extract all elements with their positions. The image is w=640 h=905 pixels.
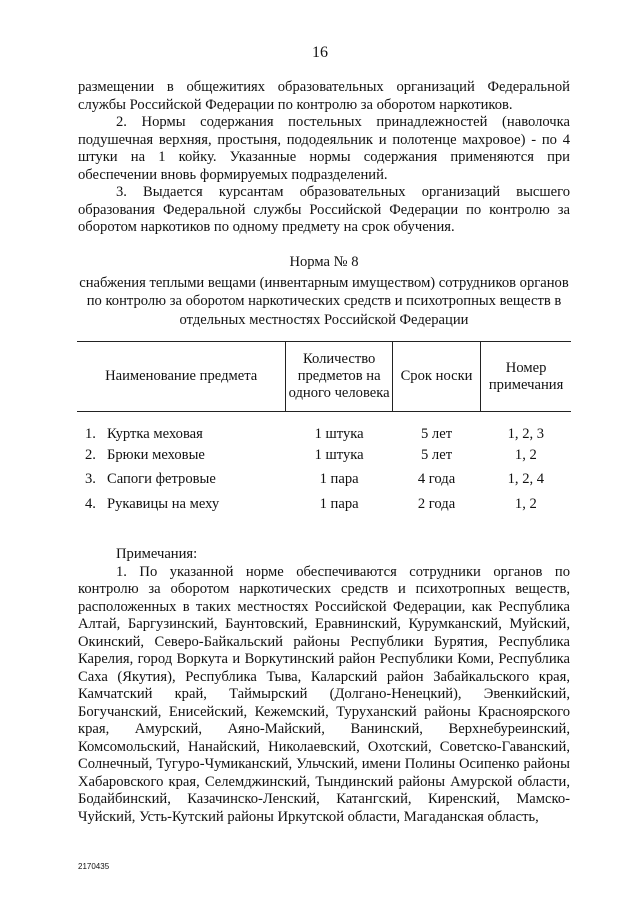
table-row xyxy=(77,468,571,493)
notes-paragraph-1: 1. По указанной норме обеспечиваются сотрудники органов по контролю за оборотом наркотических средств и психотропных веществ, расположенных в таких местностях Российской Федерации, как Республика Алтай, Баргузинский, Баунтовский, Еравнинский, Курумканский, Муйский, Окинский, Северо-Байкальский районы Республики Бурятия, Республика Карелия, город Воркута и Воркутинский район Республики Коми, Республика Саха (Якутия), Республика Тыва, Каларский район Забайкальского края, Камчатский край, Таймырский (Долгано-Ненецкий), Эвенкийский, Богучанский, Енисейский, Кежемский, Туруханский районы Красноярского края, Амурский, Аяно-Майский, Ванинский, Верхнебуреинский, Комсомольский, Нанайский, Николаевский, Охотский, Советско-Гаванский, Солнечный, Тугуро-Чумиканский, Ульчский, имени Полины Осипенко районы Хабаровского края, Селемджинский, Тындинский районы Амурской области, Бодайбинский, Казачинско-Ленский, Катангский, Киренский, Мамско-Чуйский, Усть-Кутский районы Иркутской области, Магаданская область, xyxy=(78,563,570,825)
row-note: 1, 2, 3 xyxy=(507,426,545,442)
row-term: 5 лет xyxy=(420,446,453,463)
table-row xyxy=(77,443,571,468)
row-quantity: 1 штука xyxy=(314,426,364,442)
row-number: 3. xyxy=(85,471,96,488)
norm-heading xyxy=(78,253,570,329)
document-code: 2170435 xyxy=(78,862,110,871)
table-row xyxy=(77,412,571,444)
row-number: 1. xyxy=(85,426,96,442)
header-item-name: Наименование предмета xyxy=(77,342,286,412)
intro-paragraph-3: 3. Выдается курсантам образовательных организаций высшего образования Федеральной службы Российской Федерации по контролю за оборотом наркотиков по одному предмету на срок обучения. xyxy=(78,184,570,235)
norm-table xyxy=(77,341,571,517)
intro-paragraph-continuation: размещении в общежитиях образовательных организаций Федеральной службы Российской Федерации по контролю за оборотом наркотиков. xyxy=(78,79,570,113)
row-term: 2 года xyxy=(417,495,456,512)
row-item-name: Рукавицы на меху xyxy=(107,495,220,512)
header-quantity: Количество предметов на одного человека xyxy=(286,342,393,412)
row-item-cell xyxy=(77,443,286,468)
row-item-name: Сапоги фетровые xyxy=(107,471,216,488)
row-number: 2. xyxy=(85,446,96,463)
notes-section xyxy=(78,546,570,826)
row-item-cell xyxy=(77,492,286,517)
row-quantity: 1 штука xyxy=(314,446,364,463)
row-item-name: Брюки меховые xyxy=(107,446,205,463)
table-row xyxy=(77,492,571,517)
row-note: 1, 2 xyxy=(514,446,537,463)
header-note-number: Номер примечания xyxy=(481,342,571,412)
norm-title: Норма № 8 xyxy=(289,254,359,270)
row-item-cell xyxy=(77,412,286,444)
row-item-name: Куртка меховая xyxy=(107,426,203,442)
page-number: 16 xyxy=(312,44,328,61)
notes-title: Примечания: xyxy=(116,546,198,562)
table-header-row xyxy=(77,342,571,412)
row-quantity: 1 пара xyxy=(319,471,359,488)
row-number: 4. xyxy=(85,495,96,512)
intro-text xyxy=(78,79,570,237)
intro-paragraph-2: 2. Нормы содержания постельных принадлежностей (наволочка подушечная верхняя, простыня, пододеяльник и полотенце махровое) - по 4 штуки на 1 койку. Указанные нормы содержания применяются при обеспечении вновь формируемых подразделений. xyxy=(78,114,570,183)
row-note: 1, 2 xyxy=(514,495,537,512)
norm-subtitle: снабжения теплыми вещами (инвентарным имуществом) сотрудников органов по контролю за оборотом наркотических средств и психотропных веществ в отдельных местностях Российской Федерации xyxy=(79,274,569,328)
row-item-cell xyxy=(77,468,286,493)
row-term: 4 года xyxy=(417,471,456,488)
header-term: Срок носки xyxy=(392,342,480,412)
row-quantity: 1 пара xyxy=(319,495,359,512)
row-note: 1, 2, 4 xyxy=(507,471,545,488)
row-term: 5 лет xyxy=(420,426,453,442)
